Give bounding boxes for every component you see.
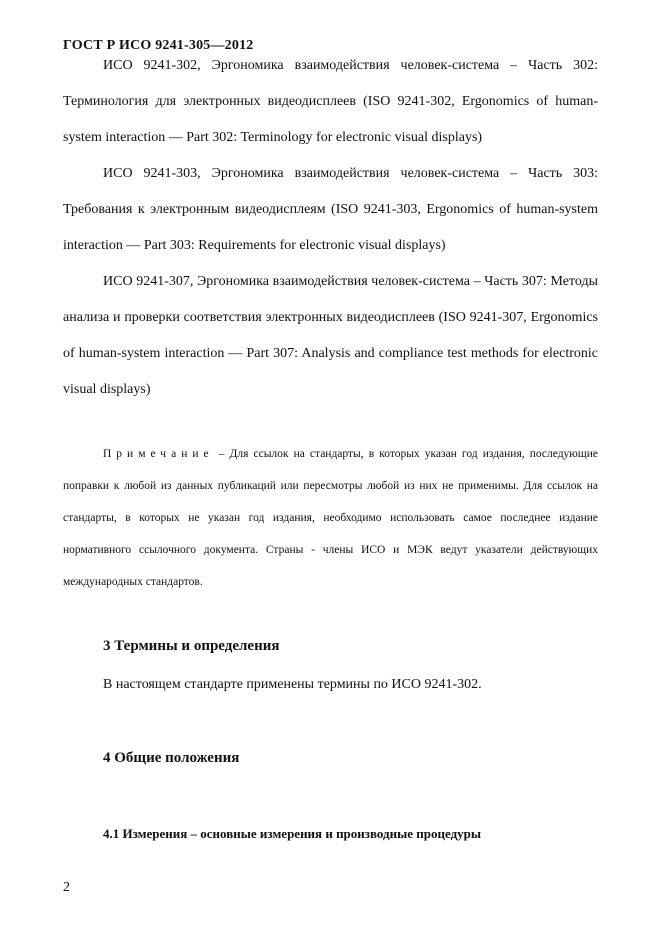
reference-item: ИСО 9241-303, Эргономика взаимодействия человек-система – Часть 303: Требования к электронным видеодисплеям (ISO 9241-303, Ergonomics of human-system interaction — Part 303: Requirements for electronic visual displays) <box>63 166 598 253</box>
section-heading-general: 4 Общие положения <box>103 750 240 766</box>
section-terms-text: В настоящем стандарте применены термины по ИСО 9241-302. <box>103 677 482 692</box>
note-text: – Для ссылок на стандарты, в которых указан год издания, последующие поправки к любой из данных публикаций или пересмотры любой из них не применимы. Для ссылок на стандарты, в которых не указан год издания, необходимо использовать самое последнее издание нормативного ссылочного документа. Страны - члены ИСО и МЭК ведут указатели действующих международных стандартов. <box>63 448 598 588</box>
document-header: ГОСТ Р ИСО 9241-305—2012 <box>63 38 254 53</box>
section-heading-terms: 3 Термины и определения <box>103 638 280 654</box>
page-number: 2 <box>63 880 70 895</box>
note-label: Примечание <box>103 448 214 460</box>
reference-item: ИСО 9241-302, Эргономика взаимодействия человек-система – Часть 302: Терминология для электронных видеодисплеев (ISO 9241-302, Ergonomics of human-system interaction — Part 302: Terminology for electronic visual displays) <box>63 58 598 145</box>
subsection-heading-measurements: 4.1 Измерения – основные измерения и производные процедуры <box>103 826 482 841</box>
reference-item: ИСО 9241-307, Эргономика взаимодействия человек-система – Часть 307: Методы анализа и проверки соответствия электронных видеодисплеев (ISO 9241-307, Ergonomics of human-system interaction — Part 307: Analysis and compliance test methods for electronic visual displays) <box>63 274 598 397</box>
note-paragraph <box>63 438 598 598</box>
